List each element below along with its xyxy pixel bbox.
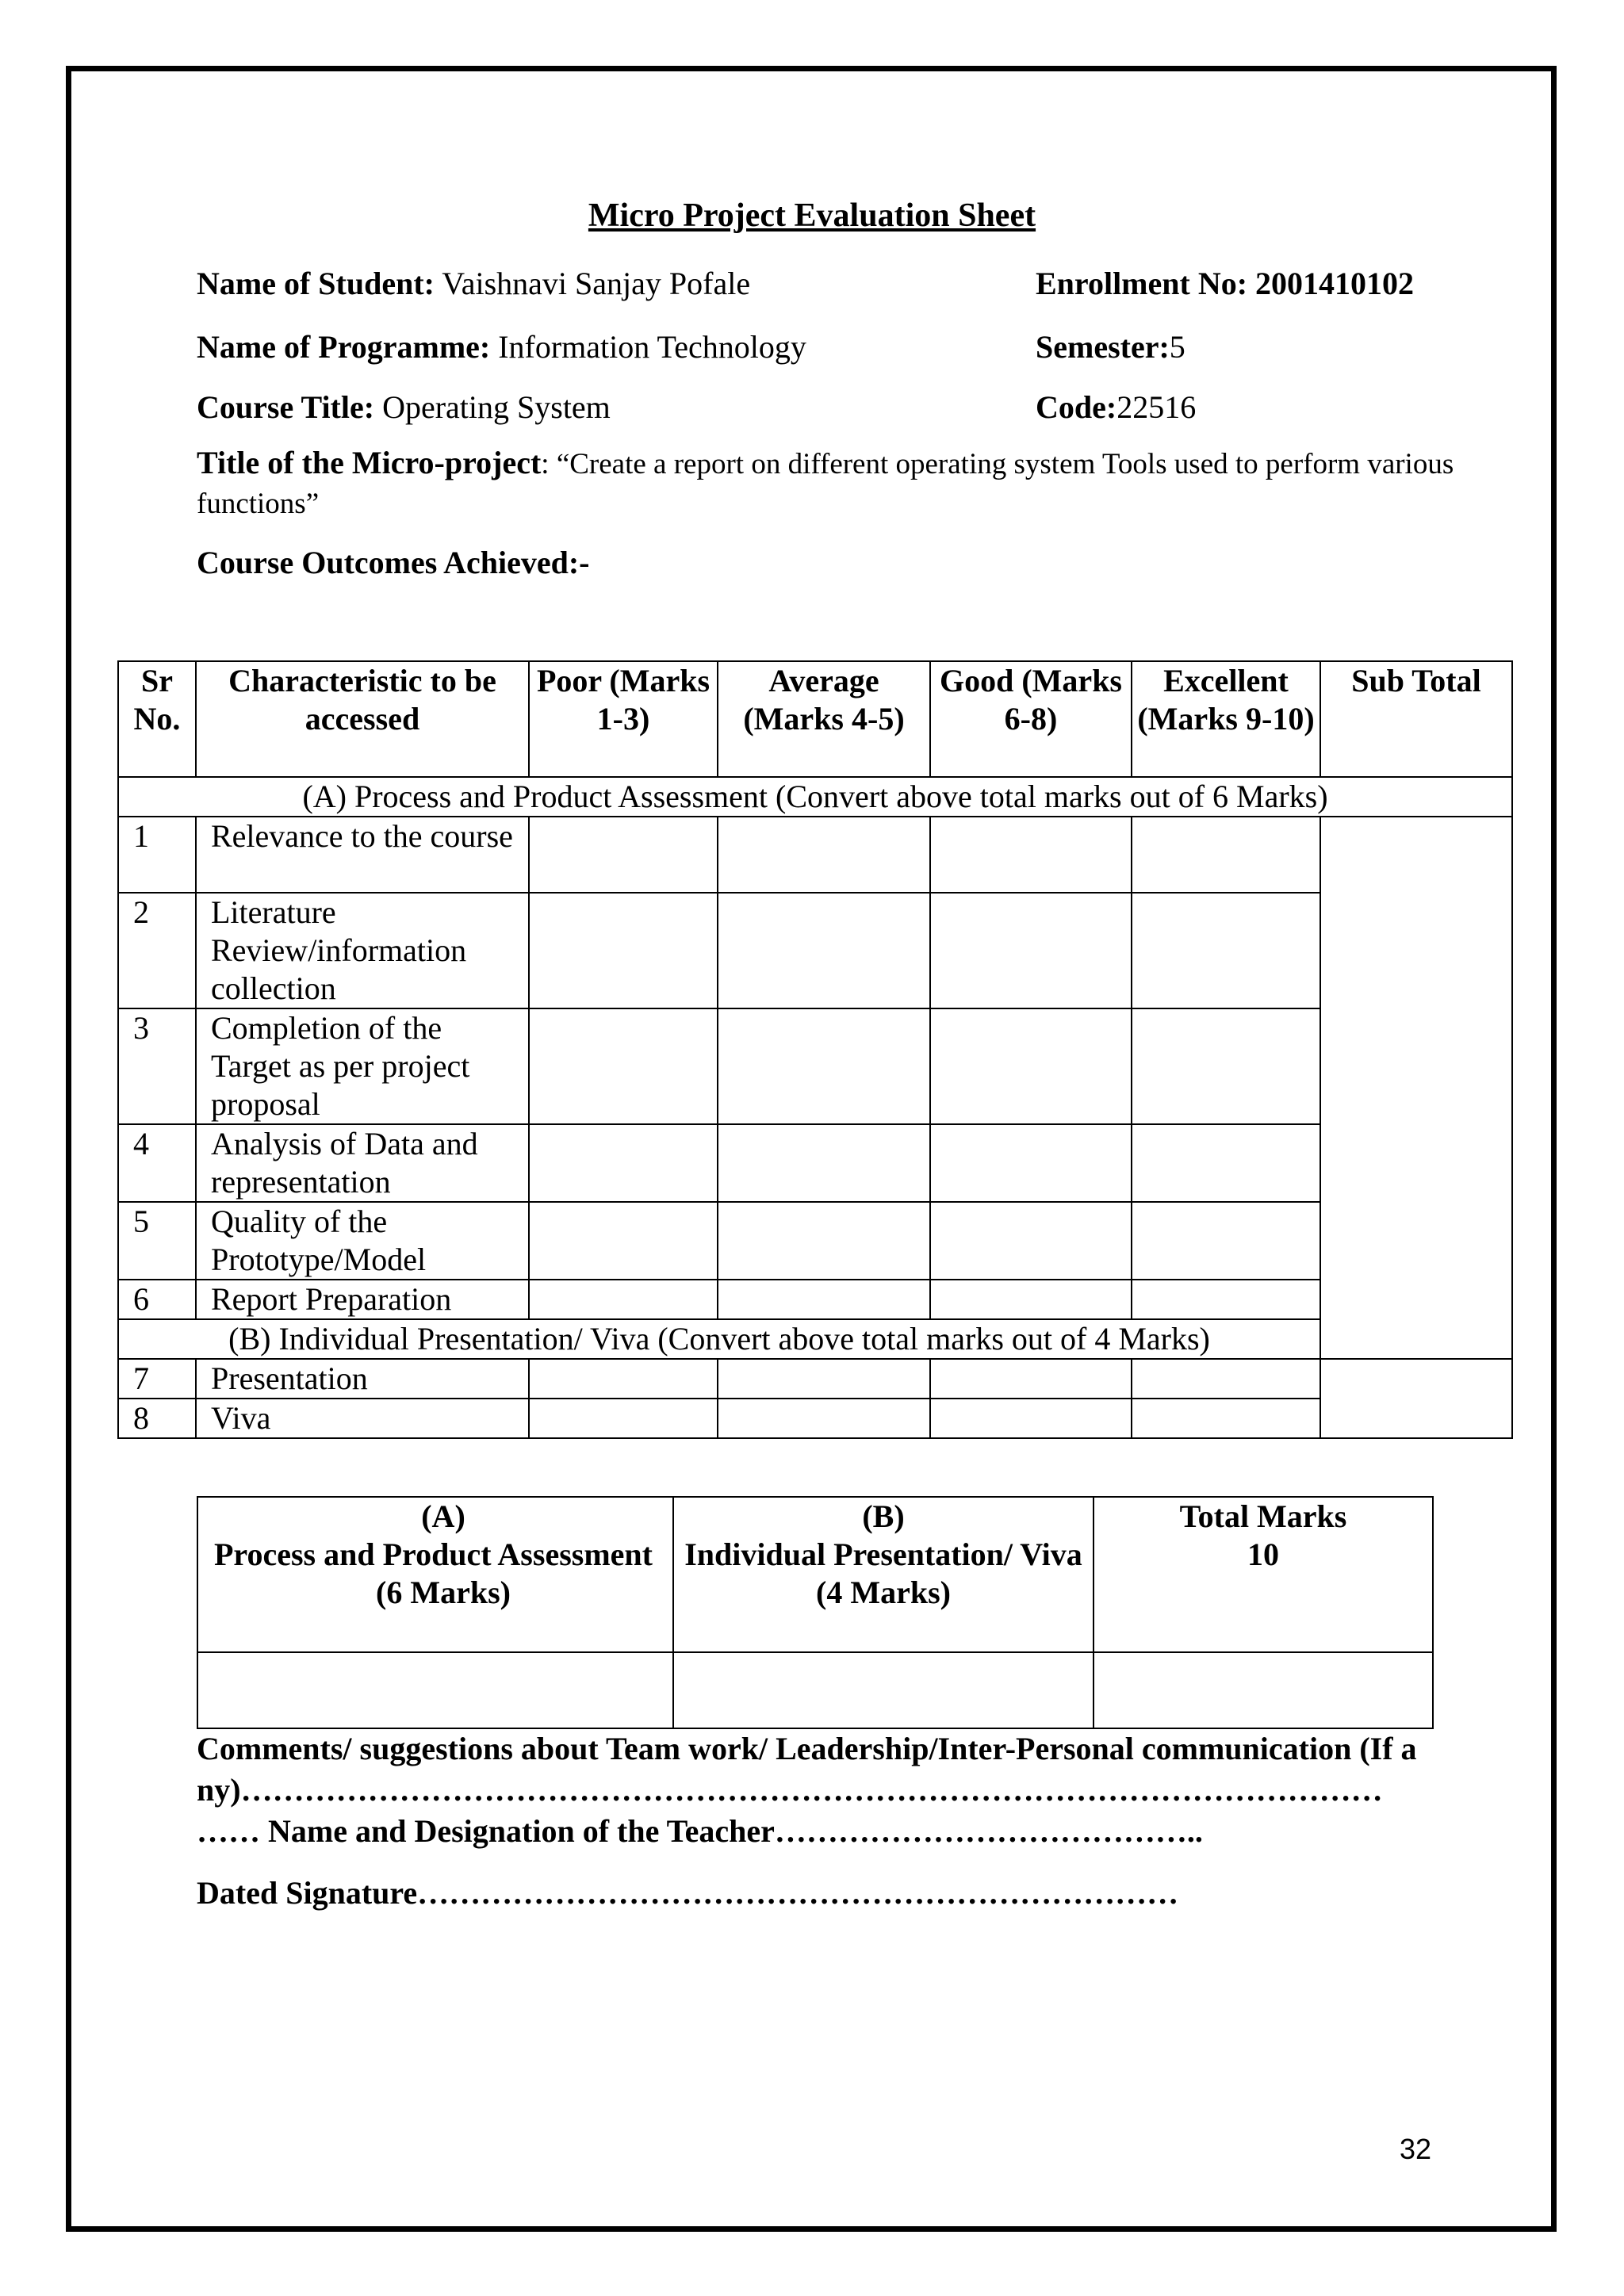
average-cell[interactable] xyxy=(718,1124,930,1202)
course-code xyxy=(1036,388,1196,426)
excellent-cell[interactable] xyxy=(1132,1008,1320,1124)
poor-cell[interactable] xyxy=(529,1359,718,1399)
excellent-cell[interactable] xyxy=(1132,1399,1320,1438)
poor-cell[interactable] xyxy=(529,893,718,1008)
micro-project-label: Title of the Micro-project xyxy=(197,445,542,480)
section-a-heading: (A) Process and Product Assessment (Convert above total marks out of 6 Marks) xyxy=(118,777,1512,817)
row-characteristic: Quality of the Prototype/Model xyxy=(196,1202,529,1280)
row-characteristic: Presentation xyxy=(196,1359,529,1399)
semester-value: 5 xyxy=(1169,329,1185,365)
good-cell[interactable] xyxy=(930,1124,1132,1202)
good-cell[interactable] xyxy=(930,1202,1132,1280)
average-cell[interactable] xyxy=(718,1202,930,1280)
row-characteristic: Viva xyxy=(196,1399,529,1438)
summary-b-title: Individual Presentation/ Viva xyxy=(684,1536,1082,1572)
average-cell[interactable] xyxy=(718,1008,930,1124)
course-title-value: Operating System xyxy=(382,389,611,425)
summary-total-cell[interactable] xyxy=(1094,1652,1433,1728)
semester-label: Semester: xyxy=(1036,329,1170,365)
header-poor: Poor (Marks 1-3) xyxy=(529,661,718,777)
programme-label: Name of Programme: xyxy=(197,329,491,365)
poor-cell[interactable] xyxy=(529,1399,718,1438)
semester xyxy=(1036,328,1185,365)
table-row xyxy=(118,817,1512,893)
summary-a-title: Process and Product Assessment xyxy=(214,1536,653,1572)
good-cell[interactable] xyxy=(930,1280,1132,1319)
evaluation-table xyxy=(117,660,1513,1439)
excellent-cell[interactable] xyxy=(1132,1124,1320,1202)
good-cell[interactable] xyxy=(930,1359,1132,1399)
poor-cell[interactable] xyxy=(529,1202,718,1280)
summary-b-header xyxy=(673,1497,1094,1652)
dated-signature-line: Dated Signature……………………………………………………………… xyxy=(197,1875,1179,1911)
page-number: 32 xyxy=(1400,2133,1432,2165)
excellent-cell[interactable] xyxy=(1132,1202,1320,1280)
header-good: Good (Marks 6-8) xyxy=(930,661,1132,777)
table-row xyxy=(118,1124,1512,1202)
comments-section xyxy=(197,1728,1434,1914)
poor-cell[interactable] xyxy=(529,1280,718,1319)
student-name xyxy=(197,265,750,302)
average-cell[interactable] xyxy=(718,893,930,1008)
row-number: 7 xyxy=(118,1359,196,1399)
summary-a-marks: (6 Marks) xyxy=(376,1575,511,1610)
row-characteristic: Completion of the Target as per project proposal xyxy=(196,1008,529,1124)
poor-cell[interactable] xyxy=(529,1124,718,1202)
summary-a-head: (A) xyxy=(421,1498,465,1534)
summary-b-marks: (4 Marks) xyxy=(816,1575,951,1610)
average-cell[interactable] xyxy=(718,817,930,893)
header-excellent: Excellent (Marks 9-10) xyxy=(1132,661,1320,777)
table-row xyxy=(118,1202,1512,1280)
student-name-label: Name of Student: xyxy=(197,266,435,301)
row-characteristic: Analysis of Data and representation xyxy=(196,1124,529,1202)
row-number: 5 xyxy=(118,1202,196,1280)
summary-a-cell[interactable] xyxy=(197,1652,673,1728)
course-code-label: Code: xyxy=(1036,389,1117,425)
summary-a-header xyxy=(197,1497,673,1652)
table-row xyxy=(118,1008,1512,1124)
good-cell[interactable] xyxy=(930,817,1132,893)
section-b-heading: (B) Individual Presentation/ Viva (Convert above total marks out of 4 Marks) xyxy=(118,1319,1320,1359)
row-number: 1 xyxy=(118,817,196,893)
table-row xyxy=(118,1399,1512,1438)
subtotal-b-cell[interactable] xyxy=(1320,1359,1512,1438)
comments-line: Comments/ suggestions about Team work/ Leadership/Inter-Personal communication (If any)……………………………………………………………………………………………… xyxy=(197,1731,1417,1808)
table-row xyxy=(118,893,1512,1008)
average-cell[interactable] xyxy=(718,1359,930,1399)
row-number: 8 xyxy=(118,1399,196,1438)
row-characteristic: Report Preparation xyxy=(196,1280,529,1319)
excellent-cell[interactable] xyxy=(1132,893,1320,1008)
page-title: Micro Project Evaluation Sheet xyxy=(588,197,1036,234)
excellent-cell[interactable] xyxy=(1132,1359,1320,1399)
summary-table xyxy=(197,1496,1434,1729)
row-number: 2 xyxy=(118,893,196,1008)
table-row xyxy=(118,1280,1512,1319)
table-row xyxy=(118,1359,1512,1399)
row-number: 6 xyxy=(118,1280,196,1319)
summary-total-title: Total Marks xyxy=(1179,1498,1347,1534)
course-title xyxy=(197,388,611,426)
summary-b-head: (B) xyxy=(862,1498,905,1534)
summary-total-header xyxy=(1094,1497,1433,1652)
average-cell[interactable] xyxy=(718,1399,930,1438)
programme xyxy=(197,328,806,365)
course-title-label: Course Title: xyxy=(197,389,375,425)
good-cell[interactable] xyxy=(930,1399,1132,1438)
summary-total-value: 10 xyxy=(1247,1536,1279,1572)
micro-project-value: : “Create a report on different operating system Tools used to perform various functions” xyxy=(197,448,1454,520)
enrollment-number: Enrollment No: 2001410102 xyxy=(1036,266,1415,301)
excellent-cell[interactable] xyxy=(1132,817,1320,893)
row-characteristic: Relevance to the course xyxy=(196,817,529,893)
row-characteristic: Literature Review/information collection xyxy=(196,893,529,1008)
poor-cell[interactable] xyxy=(529,817,718,893)
micro-project-title xyxy=(197,444,1497,523)
header-sr-no: Sr No. xyxy=(118,661,196,777)
header-characteristic: Characteristic to be accessed xyxy=(196,661,529,777)
student-name-value: Vaishnavi Sanjay Pofale xyxy=(442,266,751,301)
summary-b-cell[interactable] xyxy=(673,1652,1094,1728)
programme-value: Information Technology xyxy=(498,329,806,365)
header-average: Average (Marks 4-5) xyxy=(718,661,930,777)
header-sub-total: Sub Total xyxy=(1320,661,1512,777)
row-number: 4 xyxy=(118,1124,196,1202)
subtotal-a-cell[interactable] xyxy=(1320,817,1512,1359)
good-cell[interactable] xyxy=(930,1008,1132,1124)
row-number: 3 xyxy=(118,1008,196,1124)
average-cell[interactable] xyxy=(718,1280,930,1319)
good-cell[interactable] xyxy=(930,893,1132,1008)
teacher-name-line: …… Name and Designation of the Teacher………………………………….. xyxy=(197,1813,1203,1849)
course-code-value: 22516 xyxy=(1116,389,1197,425)
poor-cell[interactable] xyxy=(529,1008,718,1124)
excellent-cell[interactable] xyxy=(1132,1280,1320,1319)
course-outcomes-label: Course Outcomes Achieved:- xyxy=(197,545,590,580)
